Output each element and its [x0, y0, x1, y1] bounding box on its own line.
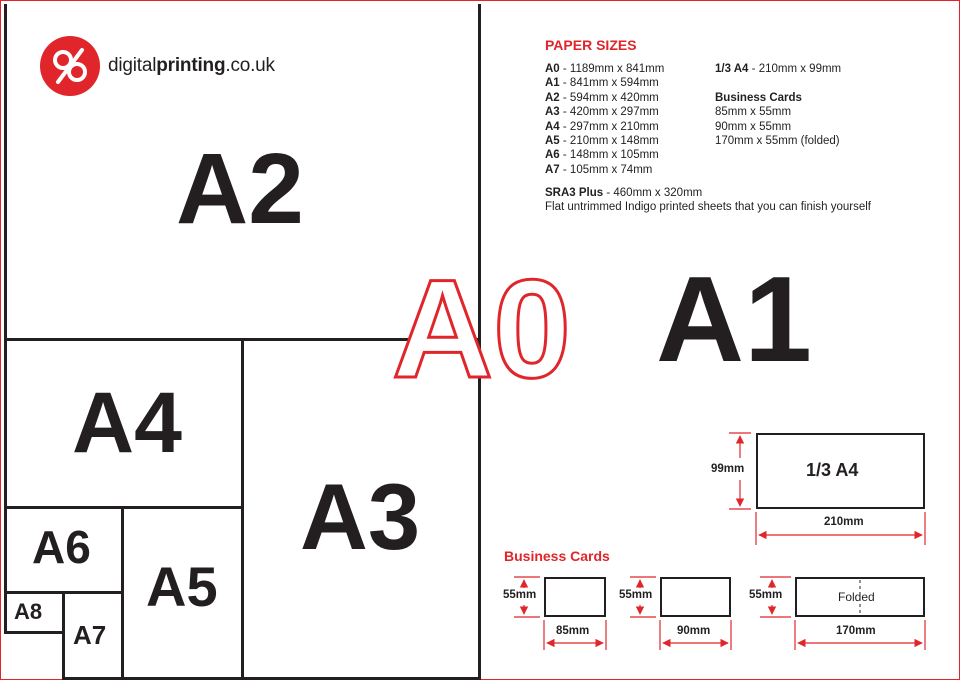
card-90-width-label: 90mm [677, 625, 711, 637]
list-item: A5 - 210mm x 148mm [545, 135, 659, 148]
card-85-height-label: 55mm [503, 589, 537, 601]
list-item: A4 - 297mm x 210mm [545, 120, 659, 133]
card-170-folded-label: Folded [838, 590, 875, 604]
list-item: A0 - 1189mm x 841mm [545, 63, 665, 75]
a7-label: A7 [73, 620, 107, 650]
a3-label: A3 [300, 464, 421, 569]
third-a4-info: 1/3 A4 - 210mm x 99mm [715, 63, 842, 75]
business-cards-info: Business Cards 85mm x 55mm 90mm x 55mm 170mm x 55mm (folded) [715, 92, 840, 148]
sra3-info: SRA3 Plus - 460mm x 320mm Flat untrimmed Indigo printed sheets that you can finish yourself [545, 187, 872, 214]
third-a4-height-label: 99mm [711, 463, 745, 475]
card-170-height-label: 55mm [749, 589, 783, 601]
business-cards-title: Business Cards [504, 548, 610, 564]
a2-label: A2 [176, 133, 304, 245]
a0-label: A0 [392, 250, 571, 407]
a1-label: A1 [656, 251, 812, 387]
list-item: A2 - 594mm x 420mm [545, 91, 659, 104]
a8-label: A8 [14, 599, 43, 624]
brand-name: digitalprinting.co.uk [108, 55, 275, 76]
a6-label: A6 [32, 521, 91, 573]
card-170-width-label: 170mm [836, 625, 876, 637]
third-a4-label: 1/3 A4 [806, 460, 859, 480]
a4-label: A4 [72, 375, 182, 471]
card-90-height-label: 55mm [619, 589, 653, 601]
list-item: A3 - 420mm x 297mm [545, 106, 659, 119]
list-item: A6 - 148mm x 105mm [545, 149, 659, 162]
list-item: A1 - 841mm x 594mm [545, 77, 659, 90]
third-a4-width-label: 210mm [824, 516, 864, 528]
a5-label: A5 [146, 555, 218, 618]
paper-sizes-title: PAPER SIZES [545, 37, 637, 53]
list-item: A7 - 105mm x 74mm [545, 163, 653, 176]
card-85-width-label: 85mm [556, 625, 590, 637]
